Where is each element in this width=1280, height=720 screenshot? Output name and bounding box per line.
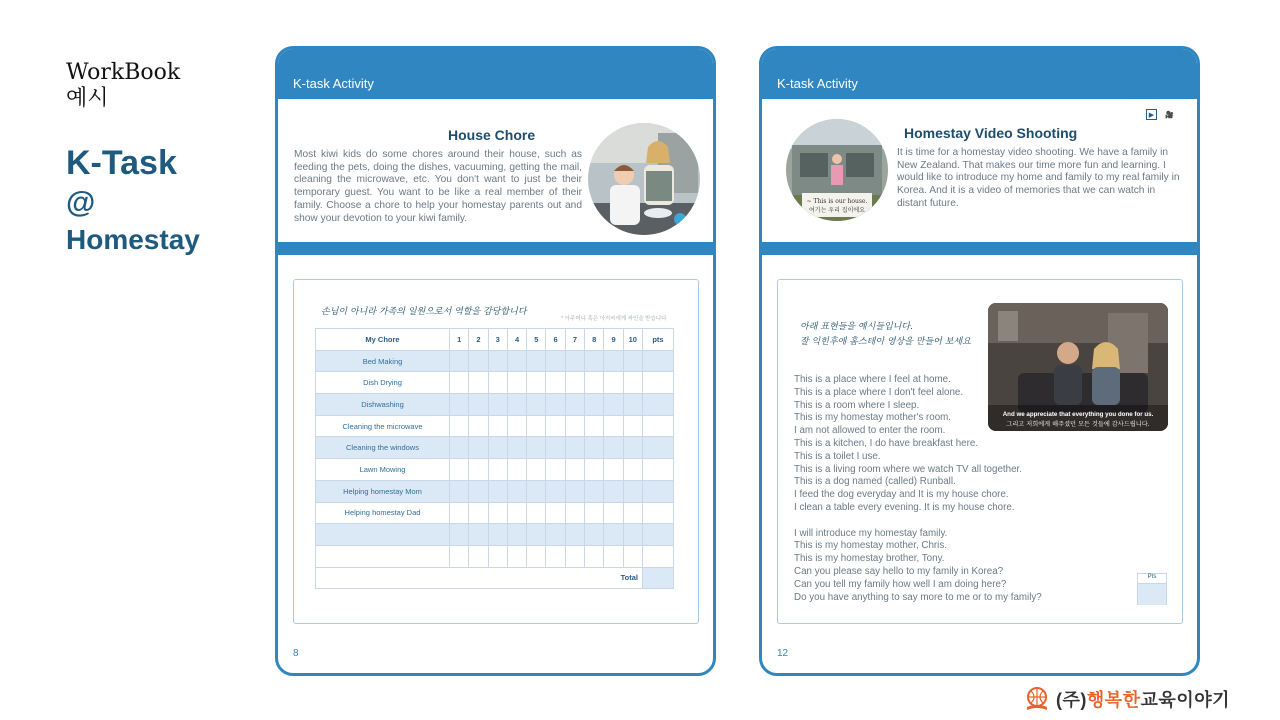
pts-cell[interactable] bbox=[642, 437, 673, 459]
check-cell[interactable] bbox=[469, 502, 488, 524]
check-cell[interactable] bbox=[488, 415, 507, 437]
check-cell[interactable] bbox=[507, 437, 526, 459]
pts-cell[interactable] bbox=[642, 350, 673, 372]
check-cell[interactable] bbox=[565, 459, 584, 481]
chore-row bbox=[316, 350, 674, 372]
workbook-label: WorkBook bbox=[66, 60, 181, 85]
check-cell[interactable] bbox=[507, 502, 526, 524]
check-cell[interactable] bbox=[488, 394, 507, 416]
check-cell[interactable] bbox=[469, 524, 488, 546]
media-icons bbox=[1146, 109, 1175, 120]
check-cell[interactable] bbox=[488, 480, 507, 502]
check-cell[interactable] bbox=[585, 480, 604, 502]
check-cell[interactable] bbox=[450, 437, 469, 459]
check-cell[interactable] bbox=[604, 350, 623, 372]
chore-row bbox=[316, 394, 674, 416]
logo-text bbox=[1056, 686, 1230, 712]
script-list bbox=[794, 374, 1042, 604]
total-row bbox=[316, 567, 674, 589]
check-cell[interactable] bbox=[604, 437, 623, 459]
check-cell[interactable] bbox=[546, 372, 565, 394]
chore-name: Cleaning the windows bbox=[316, 437, 450, 459]
check-cell[interactable] bbox=[565, 545, 584, 567]
logo-prefix: (주) bbox=[1055, 690, 1087, 710]
section-title: House Chore bbox=[448, 127, 536, 143]
check-cell[interactable] bbox=[546, 502, 565, 524]
check-cell[interactable] bbox=[488, 372, 507, 394]
check-cell[interactable] bbox=[450, 502, 469, 524]
chore-name: Dish Drying bbox=[316, 372, 450, 394]
globe-book-icon bbox=[1024, 686, 1050, 712]
script-line: This is my homestay mother, Chris. bbox=[794, 540, 947, 552]
check-cell[interactable] bbox=[527, 502, 546, 524]
chore-row bbox=[316, 372, 674, 394]
chore-row bbox=[316, 480, 674, 502]
check-cell[interactable] bbox=[565, 524, 584, 546]
chore-row bbox=[316, 437, 674, 459]
check-cell[interactable] bbox=[527, 415, 546, 437]
check-cell[interactable] bbox=[585, 502, 604, 524]
script-line: I will introduce my homestay family. bbox=[794, 527, 948, 539]
check-cell[interactable] bbox=[527, 524, 546, 546]
script-line: This is a toilet I use. bbox=[794, 450, 881, 462]
intro-paragraph: It is time for a homestay video shooting. We have a family in New Zealand. That makes our time more fun and learning. I would like to introduce my home and family to my real family in Korea. And it is a video of memories that we can watch in distant future. bbox=[897, 147, 1180, 209]
check-cell[interactable] bbox=[488, 459, 507, 481]
total-label: Total bbox=[316, 567, 643, 589]
check-cell[interactable] bbox=[450, 350, 469, 372]
page-header: K-task Activity bbox=[278, 49, 713, 99]
day-column-header: 2 bbox=[469, 329, 488, 351]
video-caption-ko: 그리고 저희에게 해주셨던 모든 것들에 감사드립니다. bbox=[1006, 421, 1150, 428]
check-cell[interactable] bbox=[507, 394, 526, 416]
check-cell[interactable] bbox=[507, 459, 526, 481]
at-sign: @ bbox=[66, 186, 96, 219]
day-column-header: 4 bbox=[507, 329, 526, 351]
check-cell[interactable] bbox=[604, 394, 623, 416]
day-column-header: 5 bbox=[527, 329, 546, 351]
pts-cell[interactable] bbox=[642, 480, 673, 502]
intro-paragraph: Most kiwi kids do some chores around their house, such as feeding the pets, doing the dishes, vacuuming, getting the mail, cleaning the microwave, etc. You don't want to just be their temporary guest. You want to be like a real member of their family. Choose a chore to help your homestay parents out and show your devotion to your kiwi family. bbox=[294, 149, 582, 224]
check-cell[interactable] bbox=[565, 350, 584, 372]
check-cell[interactable] bbox=[488, 350, 507, 372]
workbook-page-house-chore bbox=[275, 46, 716, 676]
check-cell[interactable] bbox=[507, 372, 526, 394]
day-column-header: 9 bbox=[604, 329, 623, 351]
pts-cell[interactable] bbox=[642, 545, 673, 567]
day-column-header: 10 bbox=[623, 329, 642, 351]
check-cell[interactable] bbox=[527, 437, 546, 459]
script-line: This is a place where I feel at home. bbox=[794, 374, 951, 385]
check-cell[interactable] bbox=[469, 545, 488, 567]
chore-row bbox=[316, 502, 674, 524]
pts-cell[interactable] bbox=[642, 524, 673, 546]
check-cell[interactable] bbox=[546, 545, 565, 567]
check-cell[interactable] bbox=[604, 502, 623, 524]
chore-name: Helping homestay Dad bbox=[316, 502, 450, 524]
script-line: This is a dog named (called) Runball. bbox=[794, 476, 956, 488]
check-cell[interactable] bbox=[604, 459, 623, 481]
check-cell[interactable] bbox=[546, 415, 565, 437]
script-line: I am not allowed to enter the room. bbox=[794, 425, 946, 437]
homestay-title: Homestay bbox=[66, 224, 200, 255]
check-cell[interactable] bbox=[623, 372, 642, 394]
pts-cell[interactable] bbox=[642, 502, 673, 524]
kitchen-photo bbox=[586, 121, 702, 237]
script-part-family bbox=[794, 528, 1042, 605]
chore-column-header: My Chore bbox=[316, 329, 450, 351]
check-cell[interactable] bbox=[450, 480, 469, 502]
check-cell[interactable] bbox=[623, 545, 642, 567]
total-value[interactable] bbox=[642, 567, 673, 589]
chore-name: Dishwashing bbox=[316, 394, 450, 416]
chore-name: Lawn Mowing bbox=[316, 459, 450, 481]
check-cell[interactable] bbox=[450, 545, 469, 567]
check-cell[interactable] bbox=[469, 480, 488, 502]
script-line: Can you please say hello to my family in Korea? bbox=[794, 565, 1004, 577]
camera-icon: 🎥 bbox=[1165, 111, 1174, 119]
check-cell[interactable] bbox=[565, 415, 584, 437]
logo-suffix: 교육이야기 bbox=[1140, 690, 1230, 710]
check-cell[interactable] bbox=[507, 524, 526, 546]
check-cell[interactable] bbox=[507, 415, 526, 437]
pts-cell[interactable] bbox=[642, 459, 673, 481]
chore-row bbox=[316, 459, 674, 481]
check-cell[interactable] bbox=[450, 524, 469, 546]
check-cell[interactable] bbox=[527, 350, 546, 372]
chore-name bbox=[316, 545, 450, 567]
check-cell[interactable] bbox=[585, 545, 604, 567]
check-cell[interactable] bbox=[469, 459, 488, 481]
script-line: Can you tell my family how well I am doing here? bbox=[794, 578, 1007, 590]
check-cell[interactable] bbox=[527, 372, 546, 394]
check-cell[interactable] bbox=[604, 415, 623, 437]
check-cell[interactable] bbox=[469, 372, 488, 394]
company-logo bbox=[1024, 686, 1230, 712]
handwritten-instruction-line2: 잘 익힌후에 홈스테이 영상을 만들어 보세요 bbox=[800, 337, 971, 347]
check-cell[interactable] bbox=[450, 394, 469, 416]
chore-name: Cleaning the microwave bbox=[316, 415, 450, 437]
check-cell[interactable] bbox=[546, 480, 565, 502]
handwritten-instruction: 손님이 아니라 가족의 일원으로서 역할을 감당합니다 bbox=[321, 307, 527, 317]
chore-name bbox=[316, 524, 450, 546]
day-column-header: 7 bbox=[565, 329, 584, 351]
chore-name: Helping homestay Mom bbox=[316, 480, 450, 502]
pts-cell[interactable] bbox=[642, 415, 673, 437]
day-column-header: 1 bbox=[450, 329, 469, 351]
script-line: This is a room where I sleep. bbox=[794, 399, 920, 411]
check-cell[interactable] bbox=[604, 480, 623, 502]
check-cell[interactable] bbox=[604, 524, 623, 546]
script-part-places bbox=[794, 374, 1042, 515]
check-cell[interactable] bbox=[585, 372, 604, 394]
check-cell[interactable] bbox=[546, 524, 565, 546]
check-cell[interactable] bbox=[507, 480, 526, 502]
chore-row bbox=[316, 545, 674, 567]
check-cell[interactable] bbox=[507, 545, 526, 567]
check-cell[interactable] bbox=[565, 372, 584, 394]
script-line: This is my homestay brother, Tony. bbox=[794, 553, 945, 565]
script-line: I feed the dog everyday and It is my house chore. bbox=[794, 489, 1009, 501]
ktask-title: K-Task bbox=[66, 144, 177, 182]
check-cell[interactable] bbox=[546, 350, 565, 372]
section-title: Homestay Video Shooting bbox=[904, 125, 1078, 141]
chore-row bbox=[316, 415, 674, 437]
script-line: I clean a table every evening. It is my house chore. bbox=[794, 501, 1015, 513]
signature-note: * 아주머니 혹은 아저씨에게 싸인을 받습니다 bbox=[561, 316, 667, 322]
day-column-header: 8 bbox=[585, 329, 604, 351]
check-cell[interactable] bbox=[623, 480, 642, 502]
divider-band bbox=[762, 242, 1197, 255]
points-box bbox=[1137, 573, 1167, 605]
check-cell[interactable] bbox=[565, 502, 584, 524]
check-cell[interactable] bbox=[623, 415, 642, 437]
check-cell[interactable] bbox=[469, 350, 488, 372]
check-cell[interactable] bbox=[585, 394, 604, 416]
check-cell[interactable] bbox=[623, 350, 642, 372]
check-cell[interactable] bbox=[565, 437, 584, 459]
workbook-page-video-shooting bbox=[759, 46, 1200, 676]
script-line: This is a kitchen, I do have breakfast here. bbox=[794, 437, 979, 449]
chore-row bbox=[316, 524, 674, 546]
check-cell[interactable] bbox=[623, 459, 642, 481]
check-cell[interactable] bbox=[527, 394, 546, 416]
check-cell[interactable] bbox=[450, 372, 469, 394]
check-cell[interactable] bbox=[623, 502, 642, 524]
divider-band bbox=[278, 242, 713, 255]
check-cell[interactable] bbox=[585, 437, 604, 459]
check-cell[interactable] bbox=[623, 394, 642, 416]
house-caption-en: ~ This is our house. bbox=[806, 198, 868, 205]
check-cell[interactable] bbox=[585, 459, 604, 481]
check-cell[interactable] bbox=[469, 437, 488, 459]
pts-cell[interactable] bbox=[642, 394, 673, 416]
check-cell[interactable] bbox=[585, 350, 604, 372]
day-column-header: 3 bbox=[488, 329, 507, 351]
check-cell[interactable] bbox=[527, 459, 546, 481]
chore-name: Bed Making bbox=[316, 350, 450, 372]
check-cell[interactable] bbox=[507, 350, 526, 372]
page-header: K-task Activity bbox=[762, 49, 1197, 99]
check-cell[interactable] bbox=[623, 524, 642, 546]
check-cell[interactable] bbox=[488, 502, 507, 524]
chore-worksheet bbox=[293, 279, 699, 624]
check-cell[interactable] bbox=[488, 524, 507, 546]
script-line: Do you have anything to say more to me or to my family? bbox=[794, 591, 1042, 603]
points-label: Pts bbox=[1138, 574, 1166, 584]
check-cell[interactable] bbox=[527, 545, 546, 567]
check-cell[interactable] bbox=[565, 394, 584, 416]
logo-highlight: 행복한 bbox=[1086, 690, 1141, 710]
check-cell[interactable] bbox=[469, 394, 488, 416]
check-cell[interactable] bbox=[546, 394, 565, 416]
play-icon: ▶ bbox=[1146, 109, 1157, 120]
points-value[interactable] bbox=[1138, 584, 1166, 605]
pts-cell[interactable] bbox=[642, 372, 673, 394]
check-cell[interactable] bbox=[469, 415, 488, 437]
chore-table bbox=[315, 328, 674, 589]
house-photo bbox=[786, 119, 888, 221]
check-cell[interactable] bbox=[527, 480, 546, 502]
check-cell[interactable] bbox=[623, 437, 642, 459]
title-block bbox=[66, 60, 256, 258]
pts-column-header: pts bbox=[642, 329, 673, 351]
check-cell[interactable] bbox=[604, 545, 623, 567]
check-cell[interactable] bbox=[488, 437, 507, 459]
check-cell[interactable] bbox=[585, 524, 604, 546]
handwritten-instruction-line1: 아래 표현들을 예시들입니다. bbox=[800, 322, 913, 332]
check-cell[interactable] bbox=[488, 545, 507, 567]
house-caption-ko: 여기는 우리 집이에요 bbox=[809, 207, 865, 214]
check-cell[interactable] bbox=[604, 372, 623, 394]
page-number: 12 bbox=[777, 648, 789, 659]
script-line: This is my homestay mother's room. bbox=[794, 412, 952, 424]
day-column-header: 6 bbox=[546, 329, 565, 351]
check-cell[interactable] bbox=[565, 480, 584, 502]
example-label: 예시 bbox=[66, 86, 109, 111]
page-number: 8 bbox=[293, 648, 299, 659]
check-cell[interactable] bbox=[450, 459, 469, 481]
script-line: This is a place where I don't feel alone. bbox=[794, 386, 964, 398]
check-cell[interactable] bbox=[585, 415, 604, 437]
check-cell[interactable] bbox=[546, 437, 565, 459]
check-cell[interactable] bbox=[546, 459, 565, 481]
check-cell[interactable] bbox=[450, 415, 469, 437]
script-line: This is a living room where we watch TV all together. bbox=[794, 463, 1022, 475]
video-caption-en: And we appreciate that everything you done for us. bbox=[1002, 411, 1154, 418]
